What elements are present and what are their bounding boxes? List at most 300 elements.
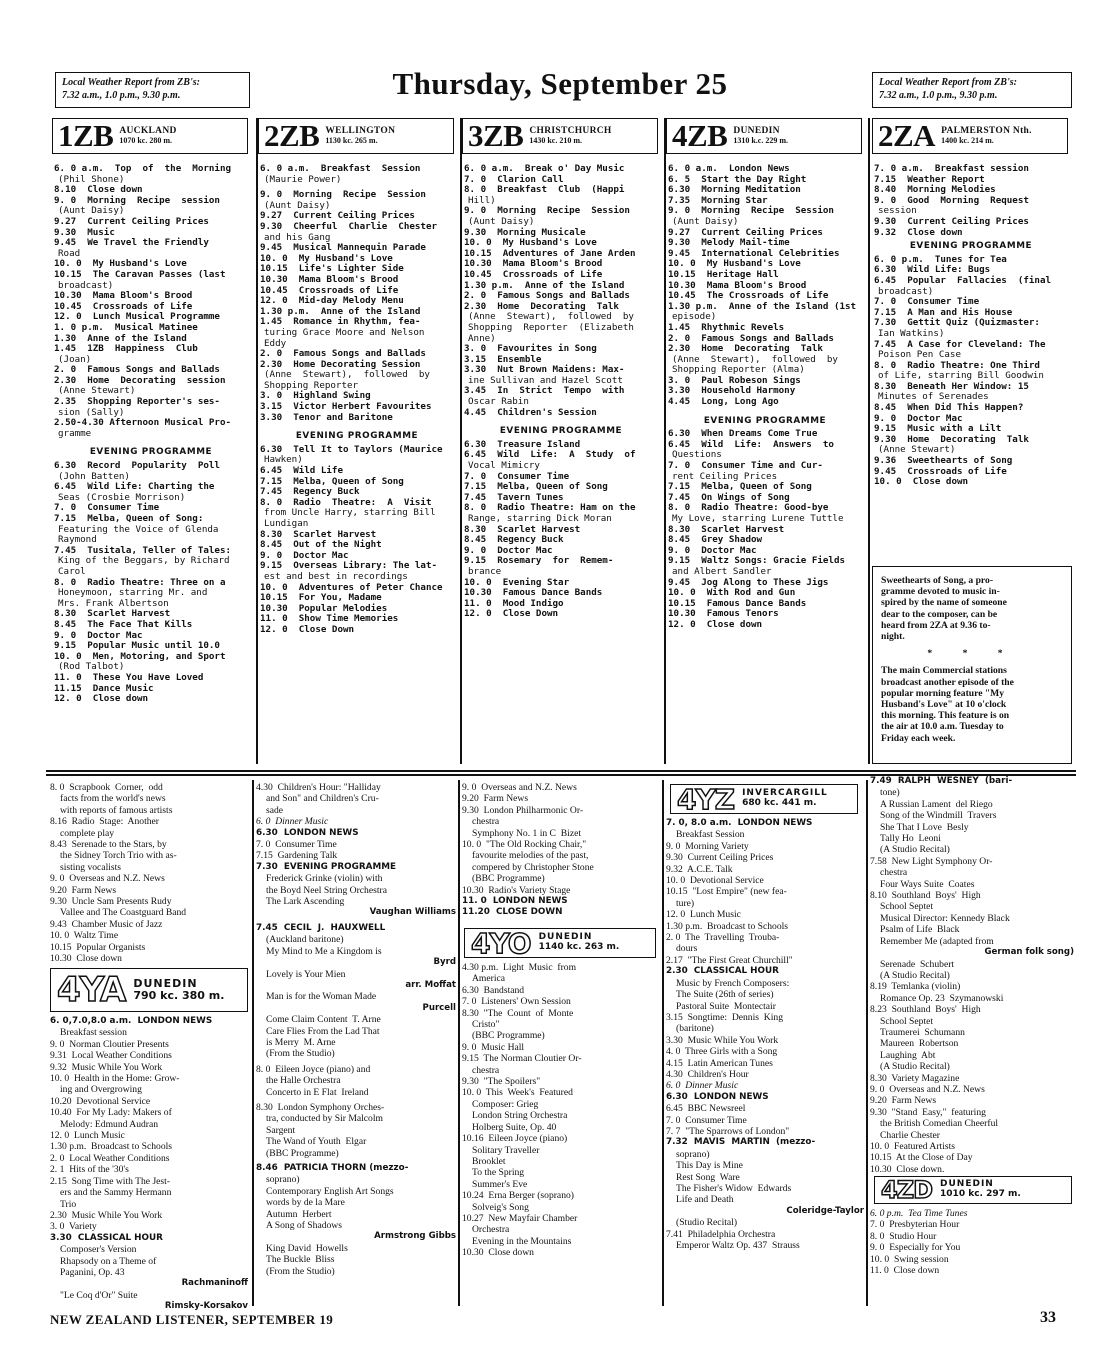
schedule-item: and his Gang: [264, 231, 331, 243]
schedule-item: 6.30 LONDON NEWS: [256, 827, 359, 838]
schedule-item: Rimsky-Korsakov: [164, 1301, 248, 1312]
schedule-item: 8.16 Radio Stage: Another: [50, 816, 159, 828]
schedule-item: 8.30 Beneath Her Window: 15: [874, 380, 1029, 392]
schedule-item: 10. 0 Devotional Service: [666, 875, 764, 887]
schedule-item: (Anne Stewart): [878, 444, 956, 456]
schedule-item: Honeymoon, starring Mr. and: [58, 587, 208, 599]
schedule-item: 6. 0 a.m. Breakfast Session: [260, 163, 421, 174]
schedule-item: Contemporary English Art Songs: [266, 1185, 394, 1197]
schedule-item: 4.30 Children's Hour: "Halliday: [256, 782, 381, 793]
column-divider: [458, 780, 460, 1306]
weather-report-box-left: [55, 72, 250, 108]
schedule-item: 9. 0 Overseas and N.Z. News: [50, 873, 165, 885]
schedule-item: Paganini, Op. 43: [60, 1266, 125, 1278]
schedule-item: 12. 0 Close down: [668, 618, 763, 630]
schedule-item: 6.30 Wild Life: Bugs: [874, 264, 991, 276]
schedule-item: 12. 0 Lunch Music: [666, 909, 741, 921]
schedule-item: is Merry M. Arne: [266, 1036, 336, 1048]
schedule-item: 9.20 Farm News: [50, 884, 117, 896]
station-header-1zb: [52, 118, 248, 154]
schedule-item: (A Studio Recital): [880, 844, 950, 856]
station-city: CHRISTCHURCH: [529, 126, 612, 136]
schedule-item: 2. 1 Hits of the '30's: [50, 1164, 129, 1176]
schedule-item: (Joan): [58, 353, 92, 365]
schedule-item: compered by Christopher Stone: [472, 861, 594, 873]
schedule-item: 1. 0 p.m. Musical Matinee: [54, 321, 198, 333]
schedule-item: Emperor Waltz Op. 437 Strauss: [676, 1240, 800, 1252]
schedule-item: 7.15 Melba, Queen of Song: [260, 475, 404, 487]
schedule-item: 1.30 p.m. Anne of the Island: [464, 279, 625, 291]
schedule-item: Tally Ho Leoni: [880, 833, 941, 845]
schedule-item: A Russian Lament del Riego: [880, 798, 993, 810]
lower-schedule-col3-bottom: [462, 962, 660, 1306]
schedule-item: 8.19 Temlanka (violin): [870, 981, 961, 993]
lower-schedule-col5-top: [870, 776, 1074, 1176]
note-line: this morning. This feature is on: [881, 710, 1010, 722]
schedule-item: [54, 439, 248, 444]
schedule-item: 8.30 Scarlet Harvest: [464, 523, 581, 535]
note-line: Friday each week.: [881, 732, 956, 744]
note-line: dear to the composer, can be: [881, 608, 998, 620]
station-city: DUNEDIN: [538, 932, 593, 943]
schedule-item: 6. 0 a.m. London News: [668, 163, 790, 174]
station-meta: [529, 127, 611, 145]
schedule-item: 8.30 "The Count of Monte: [462, 1007, 574, 1019]
schedule-item: 7. 0 Consumer Time: [54, 502, 160, 514]
schedule-item: words by de la Mare: [266, 1197, 345, 1209]
schedule-item: Rhapsody on a Theme of: [60, 1255, 157, 1267]
schedule-item: 6. 0 Dinner Music: [256, 816, 329, 828]
schedule-item: 10.15 Adventures of Jane Arden: [464, 247, 636, 259]
station-city: AUCKLAND: [119, 126, 177, 136]
schedule-item: 9.30 Current Ceiling Prices: [874, 215, 1029, 227]
schedule-item: 10.15 For You, Madame: [260, 592, 382, 604]
schedule-item: 7. 0, 8.0 a.m. LONDON NEWS: [666, 818, 813, 828]
schedule-item: 6. 0 a.m. Break o' Day Music: [464, 163, 625, 174]
schedule-item: 8.30 Scarlet Harvest: [54, 608, 171, 620]
schedule-item: Vallee and The Coastguard Band: [60, 907, 187, 919]
schedule-item: (Studio Recital): [676, 1217, 738, 1229]
schedule-item: 6.30 LONDON NEWS: [666, 1091, 769, 1102]
schedule-item: 9.27 Current Ceiling Prices: [668, 226, 823, 238]
schedule-item: 7. 0 Presbyterian Hour: [870, 1219, 960, 1231]
schedule-item: Remember Me (adapted from: [880, 935, 994, 947]
schedule-item: 2.30 Music While You Work: [50, 1209, 163, 1221]
schedule-item: 8.10 Close down: [54, 184, 143, 196]
schedule-item: "Le Coq d'Or" Suite: [60, 1289, 138, 1301]
schedule-item: 10.30 Mama Bloom's Brood: [260, 273, 399, 285]
schedule-item: 8.46 PATRICIA THORN (mezzo-: [256, 1163, 409, 1173]
schedule-item: (baritone): [676, 1023, 714, 1035]
schedule-item: 9.15 Waltz Songs: Gracie Fields: [668, 555, 846, 567]
schedule-item: 7.45 Regency Buck: [260, 486, 360, 498]
schedule-item: 10.27 New Mayfair Chamber: [462, 1212, 578, 1224]
schedule-item: 10.45 Crossroads of Life: [464, 268, 603, 280]
schedule-item: Four Ways Suite Coates: [880, 878, 975, 890]
schedule-item: Traumerei Schumann: [880, 1026, 965, 1038]
schedule-item: 2. 0 The Travelling Trouba-: [666, 932, 780, 944]
schedule-item: Raymond: [58, 534, 97, 546]
station-logo-4yz: [670, 784, 858, 814]
sweethearts-note-box: [872, 566, 1072, 764]
schedule-item: 8. 0 Radio Theatre: One Third: [874, 359, 1040, 371]
schedule-item: The Fisher's Widow Edwards: [676, 1183, 792, 1194]
schedule-item: Come Claim Content T. Arne: [266, 1014, 381, 1026]
evening-programme-heading: EVENING PROGRAMME: [703, 415, 827, 426]
schedule-item: 6.45 BBC Newsreel: [666, 1103, 746, 1115]
schedule-item: Range, starring Dick Moran: [468, 513, 612, 524]
schedule-item: 11. 0 These You Have Loved: [54, 671, 204, 683]
page-title: Thursday, September 25: [392, 66, 728, 101]
schedule-item: 7. 0 Listeners' Own Session: [462, 996, 571, 1008]
station-call-sign: 4YO: [471, 926, 531, 960]
schedule-item: The Suite (26th of series): [676, 989, 774, 1001]
schedule-item: 1.30 p.m. Anne of the Island (1st: [668, 300, 857, 312]
schedule-column-2za: [874, 164, 1068, 564]
schedule-item: 9. 0 Morning Variety: [666, 840, 749, 852]
schedule-item: 9. 0 Especially for You: [870, 1242, 961, 1254]
schedule-item: 10. 0 "The Old Rocking Chair,": [462, 839, 587, 851]
schedule-column-3zb: [464, 164, 658, 764]
schedule-item: 3.45 In Strict Tempo with: [464, 385, 625, 397]
schedule-item: [668, 408, 862, 413]
schedule-item: 10. 0 Featured Artists: [870, 1141, 956, 1152]
schedule-item: 3.30 Household Harmony: [668, 385, 796, 397]
schedule-item: 6.30 Tell It to Taylors (Maurice: [260, 443, 443, 455]
schedule-item: 9.30 Melody Mail-time: [668, 237, 790, 249]
schedule-item: 8.30 Scarlet Harvest: [260, 528, 377, 540]
schedule-item: 10. 0 With Rod and Gun: [668, 587, 796, 599]
schedule-column-2zb: [260, 164, 454, 764]
schedule-item: 2.17 "The First Great Churchill": [666, 954, 793, 966]
schedule-item: Lundigan: [264, 518, 309, 529]
schedule-item: 9.30 Music: [54, 226, 115, 238]
schedule-item: 12. 0 Close Down: [464, 608, 559, 620]
schedule-item: 7.15 Gardening Talk: [256, 850, 338, 862]
schedule-item: (John Batten): [58, 470, 130, 482]
schedule-item: 10.30 Close down: [50, 953, 122, 965]
schedule-item: 9. 0 Overseas and N.Z. News: [870, 1083, 985, 1095]
schedule-item: 10.24 Erna Berger (soprano): [462, 1190, 574, 1202]
schedule-item: 1.30 p.m. Broadcast to Schools: [666, 920, 789, 932]
schedule-item: 8.45 The Face That Kills: [54, 618, 193, 630]
station-logo-4yo: [464, 928, 656, 958]
schedule-item: 9. 0 Norman Cloutier Presents: [50, 1038, 169, 1050]
schedule-item: 11. 0 Close down: [870, 1265, 940, 1277]
schedule-item: 6. 5 Start the Day Right: [668, 173, 807, 185]
schedule-item: The Wand of Youth Elgar: [266, 1136, 367, 1148]
schedule-item: 8.10 Southland Boys' High: [870, 890, 981, 902]
schedule-item: This Day is Mine: [676, 1160, 743, 1172]
schedule-item: 7.35 Morning Star: [668, 194, 768, 206]
schedule-item: Laughing Abt: [880, 1049, 936, 1061]
station-frequency: 1010 kc. 297 m.: [940, 1189, 1021, 1199]
schedule-item: 7.15 A Man and His House: [874, 306, 1013, 318]
schedule-item: School Septet: [880, 1015, 934, 1027]
schedule-item: (Anne Stewart): [58, 385, 136, 397]
schedule-item: 1.45 Rhythmic Revels: [668, 321, 785, 333]
schedule-item: 7. 0 Consumer Time and Cur-: [668, 460, 823, 472]
schedule-item: 3.30 Music While You Work: [666, 1034, 779, 1046]
station-frequency: 1070 kc.: [119, 136, 148, 145]
schedule-item: 7.45 Tavern Tunes: [464, 491, 564, 503]
schedule-item: Purcell: [422, 1002, 456, 1013]
schedule-item: 3.30 Nut Brown Maidens: Max-: [464, 364, 625, 376]
station-frequency: 1430 kc.: [529, 136, 558, 145]
station-wavelength: 229 m.: [765, 136, 789, 145]
schedule-item: 6. 0 a.m. Top of the Morning: [54, 163, 232, 174]
schedule-item: Concerto in E Flat Ireland: [266, 1086, 369, 1098]
schedule-item: 10.20 Devotional Service: [50, 1095, 151, 1107]
schedule-item: 7.15 Weather Report: [874, 173, 985, 185]
schedule-item: Solveig's Song: [472, 1201, 529, 1213]
schedule-item: (Aunt Daisy): [468, 215, 535, 227]
schedule-item: 9.32 Music While You Work: [50, 1061, 163, 1073]
evening-programme-heading: EVENING PROGRAMME: [909, 241, 1033, 252]
schedule-item: 10. 0 Close down: [874, 476, 969, 488]
schedule-item: 10.30 Mama Bloom's Brood: [668, 279, 807, 291]
schedule-item: 12. 0 Close Down: [260, 623, 355, 635]
station-meta: [133, 978, 224, 1002]
schedule-item: 3.15 Songtime: Dennis King: [666, 1011, 783, 1023]
schedule-item: with reports of famous artists: [60, 804, 173, 816]
station-wavelength: 280 m.: [149, 136, 173, 145]
schedule-item: 7.30 EVENING PROGRAMME: [256, 861, 396, 872]
schedule-item: the Sidney Torch Trio with as-: [60, 850, 177, 862]
schedule-item: (Phil Shone): [58, 173, 125, 185]
schedule-item: dours: [676, 943, 698, 955]
schedule-item: 3.30 Tenor and Baritone: [260, 411, 393, 423]
note-line: night.: [881, 631, 905, 643]
schedule-item: soprano): [266, 1174, 300, 1186]
schedule-item: 6. 0 Dinner Music: [666, 1080, 739, 1092]
schedule-item: 2. 0 Local Weather Conditions: [50, 1152, 170, 1164]
station-call-sign: 1ZB: [58, 118, 114, 153]
schedule-item: ture): [676, 897, 695, 909]
schedule-item: complete play: [60, 827, 115, 839]
schedule-item: 8.45 Grey Shadow: [668, 534, 763, 546]
schedule-item: 7.49 RALPH WESNEY (bari-: [870, 776, 1013, 786]
schedule-item: Rest Song Ware: [676, 1171, 740, 1183]
schedule-item: 10.30 Mama Bloom's Brood: [464, 258, 603, 270]
schedule-item: 9. 0 Doctor Mac: [464, 544, 553, 556]
schedule-item: arr. Moffat: [405, 979, 456, 990]
weather-report-box-right: [872, 72, 1072, 108]
schedule-item: 9.45 Musical Mannequin Parade: [260, 242, 426, 254]
schedule-item: 8. 0 Scrapbook Corner, odd: [50, 782, 163, 793]
schedule-item: 9.30 Home Decorating Talk: [874, 433, 1029, 445]
schedule-item: the Halle Orchestra: [266, 1075, 341, 1087]
schedule-item: 7. 0 Consumer Time: [464, 470, 570, 482]
schedule-item: Melody: Edmund Audran: [60, 1118, 159, 1130]
schedule-item: session: [878, 205, 917, 217]
schedule-item: 2. 0 Famous Songs and Ballads: [464, 290, 630, 302]
schedule-item: 6.45 Wild Life: [260, 465, 343, 477]
schedule-item: 10.30 Famous Tenors: [668, 608, 779, 620]
schedule-item: 8.45 Regency Buck: [464, 534, 564, 546]
schedule-item: 11. 0 Show Time Memories: [260, 613, 399, 625]
station-header-2zb: [258, 118, 454, 154]
note-line: The main Commercial stations: [881, 665, 1007, 677]
schedule-item: 7. 7 "The Sparrows of London": [666, 1125, 790, 1137]
station-call-sign: 4ZB: [672, 118, 728, 153]
schedule-item: 2.30 CLASSICAL HOUR: [666, 966, 779, 977]
schedule-item: the Boyd Neel String Orchestra: [266, 884, 387, 896]
schedule-item: 10.30 Close down.: [870, 1163, 945, 1175]
schedule-item: ing and Overgrowing: [60, 1084, 142, 1096]
evening-programme-heading: EVENING PROGRAMME: [499, 426, 623, 437]
evening-programme-heading: EVENING PROGRAMME: [89, 447, 213, 458]
schedule-item: Shopping Reporter (Alma): [672, 364, 805, 376]
schedule-item: 2.15 Song Time with The Jest-: [50, 1175, 171, 1187]
lower-schedule-col1-bottom: [50, 1016, 248, 1312]
evening-programme-heading: EVENING PROGRAMME: [295, 431, 419, 442]
schedule-item: 6.30 Bandstand: [462, 984, 525, 996]
schedule-item: Rachmaninoff: [181, 1278, 248, 1289]
schedule-item: 9.45 International Celebrities: [668, 247, 840, 259]
schedule-item: 9.15 Overseas Library: The lat-: [260, 560, 438, 572]
schedule-item: (Aunt Daisy): [672, 215, 739, 227]
schedule-item: 9.45 Jog Along to These Jigs: [668, 576, 829, 588]
weather-report-times: 7.32 a.m., 1.0 p.m., 9.30 p.m.: [62, 90, 181, 101]
schedule-item: 4.15 Latin American Tunes: [666, 1057, 773, 1069]
schedule-item: 7. 0 Consumer Time: [874, 296, 980, 308]
station-frequency: 1310 k.c.: [733, 136, 764, 145]
column-divider: [460, 118, 462, 764]
schedule-item: 4.30 Children's Hour: [666, 1068, 749, 1080]
schedule-item: 7.15 Melba, Queen of Song:: [54, 513, 204, 524]
schedule-item: 10. 0 This Week's Featured: [462, 1087, 573, 1099]
schedule-item: 10.16 Eileen Joyce (piano): [462, 1133, 568, 1145]
schedule-item: (BBC Programme): [266, 1147, 339, 1159]
schedule-item: Care Flies From the Lad That: [266, 1025, 380, 1037]
schedule-item: 9.30 Uncle Sam Presents Rudy: [50, 896, 172, 908]
schedule-item: Minutes of Serenades: [878, 391, 989, 403]
schedule-item: 8. 0 Radio Theatre: Good-bye: [668, 502, 829, 514]
schedule-item: 6.45 Wild Life: Answers to: [668, 438, 834, 450]
schedule-item: 9. 0 Morning Recipe Session: [464, 205, 630, 217]
lower-schedule-col3-top: [462, 782, 660, 922]
schedule-item: My Love, starring Lurene Tuttle: [672, 513, 844, 524]
schedule-item: 10. 0 My Husband's Love: [464, 237, 597, 249]
section-divider: [46, 770, 1076, 772]
schedule-item: 9. 0 Morning Recipe session: [54, 194, 220, 206]
schedule-item: Featuring the Voice of Glenda: [58, 523, 219, 535]
schedule-item: 11. 0 LONDON NEWS: [462, 896, 568, 907]
schedule-item: Road: [58, 247, 81, 259]
schedule-item: 3.15 Ensemble: [464, 353, 542, 365]
schedule-item: 12. 0 Mid-day Melody Menu: [260, 295, 404, 307]
station-header-2za: [872, 118, 1068, 154]
schedule-item: Coleridge-Taylor: [786, 1205, 864, 1216]
schedule-item: 2. 0 Famous Songs and Ballads: [260, 348, 426, 360]
schedule-item: Carol: [58, 565, 86, 577]
schedule-item: 6.30 Treasure Island: [464, 438, 581, 450]
schedule-item: 6.45 Wild Life: A Study of: [464, 449, 636, 461]
schedule-item: turing Grace Moore and Nelson: [264, 326, 425, 338]
station-meta: [325, 127, 395, 145]
schedule-item: 9.15 Rosemary for Remem-: [464, 555, 614, 567]
schedule-item: 9.27 Current Ceiling Prices: [54, 215, 209, 227]
schedule-item: 7. 0 a.m. Breakfast session: [874, 163, 1029, 174]
note-line: Sweethearts of Song, a pro-: [881, 575, 994, 586]
schedule-item: 10.30 Popular Melodies: [260, 602, 388, 614]
schedule-item: Frederick Grinke (violin) with: [266, 873, 383, 885]
schedule-item: Symphony No. 1 in C Bizet: [472, 827, 581, 839]
schedule-item: Byrd: [433, 957, 456, 968]
schedule-item: 10. 0 Swing session: [870, 1253, 949, 1265]
schedule-item: 2. 0 Famous Songs and Ballads: [54, 364, 220, 376]
schedule-item: 9.36 Sweethearts of Song: [874, 455, 1013, 467]
schedule-item: 10. 0 Men, Motoring, and Sport: [54, 650, 226, 662]
schedule-item: The Buckle Bliss: [266, 1254, 335, 1266]
schedule-item: 10.40 For My Lady: Makers of: [50, 1107, 172, 1119]
station-frequency: 1130 kc.: [325, 136, 353, 145]
schedule-item: 2.35 Shopping Reporter's ses-: [54, 396, 220, 408]
schedule-item: 1.30 Anne of the Island: [54, 332, 187, 344]
note-line: gramme devoted to music in-: [881, 586, 1000, 598]
schedule-item: 9.20 Farm News: [870, 1095, 937, 1107]
note-divider-stars: * * *: [927, 648, 1017, 660]
schedule-item: (Aunt Daisy): [58, 205, 125, 217]
schedule-item: 12. 0 Lunch Music: [50, 1130, 125, 1142]
schedule-item: 10.30 Close down: [462, 1247, 534, 1259]
schedule-item: of Life, starring Bill Goodwin: [878, 370, 1044, 382]
schedule-item: Hill): [468, 194, 496, 206]
schedule-item: 10.30 Radio's Variety Stage: [462, 884, 571, 896]
schedule-item: Romance Op. 23 Szymanowski: [880, 992, 1004, 1004]
schedule-item: 9. 0 Morning Recipe Session: [668, 205, 834, 217]
schedule-item: 7.45 On Wings of Song: [668, 491, 790, 503]
schedule-item: 6. 0,7.0,8.0 a.m. LONDON NEWS: [50, 1016, 213, 1026]
schedule-item: 9.15 Popular Music until 10.0: [54, 640, 220, 652]
schedule-item: 4.45 Long, Long Ago: [668, 396, 779, 408]
station-logo-4zd: [874, 1176, 1072, 1204]
schedule-item: School Septet: [880, 901, 934, 913]
schedule-item: 7.30 Gettit Quiz (Quizmaster:: [874, 317, 1040, 329]
schedule-item: ers and the Sammy Hermann: [60, 1187, 172, 1199]
station-city: DUNEDIN: [733, 126, 780, 136]
schedule-item: (Anne Stewart), followed by: [264, 369, 430, 381]
schedule-item: King David Howells: [266, 1242, 348, 1254]
note-line: popular morning feature "My: [881, 687, 1005, 699]
schedule-column-4zb: [668, 164, 862, 764]
schedule-item: My Mind to Me a Kingdom is: [266, 945, 382, 957]
schedule-item: German folk song): [984, 947, 1074, 958]
schedule-item: sisting vocalists: [60, 861, 122, 873]
schedule-item: (Rod Talbot): [58, 661, 125, 673]
schedule-item: sade: [266, 804, 284, 816]
schedule-item: 8.45 When Did This Happen?: [874, 402, 1024, 414]
lower-schedule-col1-top: [50, 782, 248, 970]
schedule-item: gramme: [58, 427, 92, 439]
schedule-item: Oscar Rabin: [468, 396, 529, 408]
schedule-item: 8. 0 Breakfast Club (Happi: [464, 184, 625, 196]
schedule-item: 9. 0 Doctor Mac: [874, 412, 963, 424]
station-meta: [539, 933, 620, 953]
schedule-item: est and best in recordings: [264, 570, 408, 582]
schedule-item: (Anne Stewart), followed by: [468, 311, 634, 323]
schedule-item: Man is for the Woman Made: [266, 991, 377, 1003]
schedule-item: Breakfast session: [60, 1027, 127, 1039]
schedule-item: 4.30 p.m. Light Music from: [462, 962, 577, 973]
schedule-item: Eddy: [264, 337, 287, 349]
schedule-item: 10.45 Crossroads of Life: [54, 300, 193, 312]
schedule-item: 7.45 CECIL J. HAUXWELL: [256, 922, 386, 933]
schedule-item: 7.58 New Light Symphony Or-: [870, 855, 993, 867]
station-city: PALMERSTON Nth.: [941, 126, 1032, 136]
schedule-item: 8.30 Scarlet Harvest: [668, 523, 785, 535]
